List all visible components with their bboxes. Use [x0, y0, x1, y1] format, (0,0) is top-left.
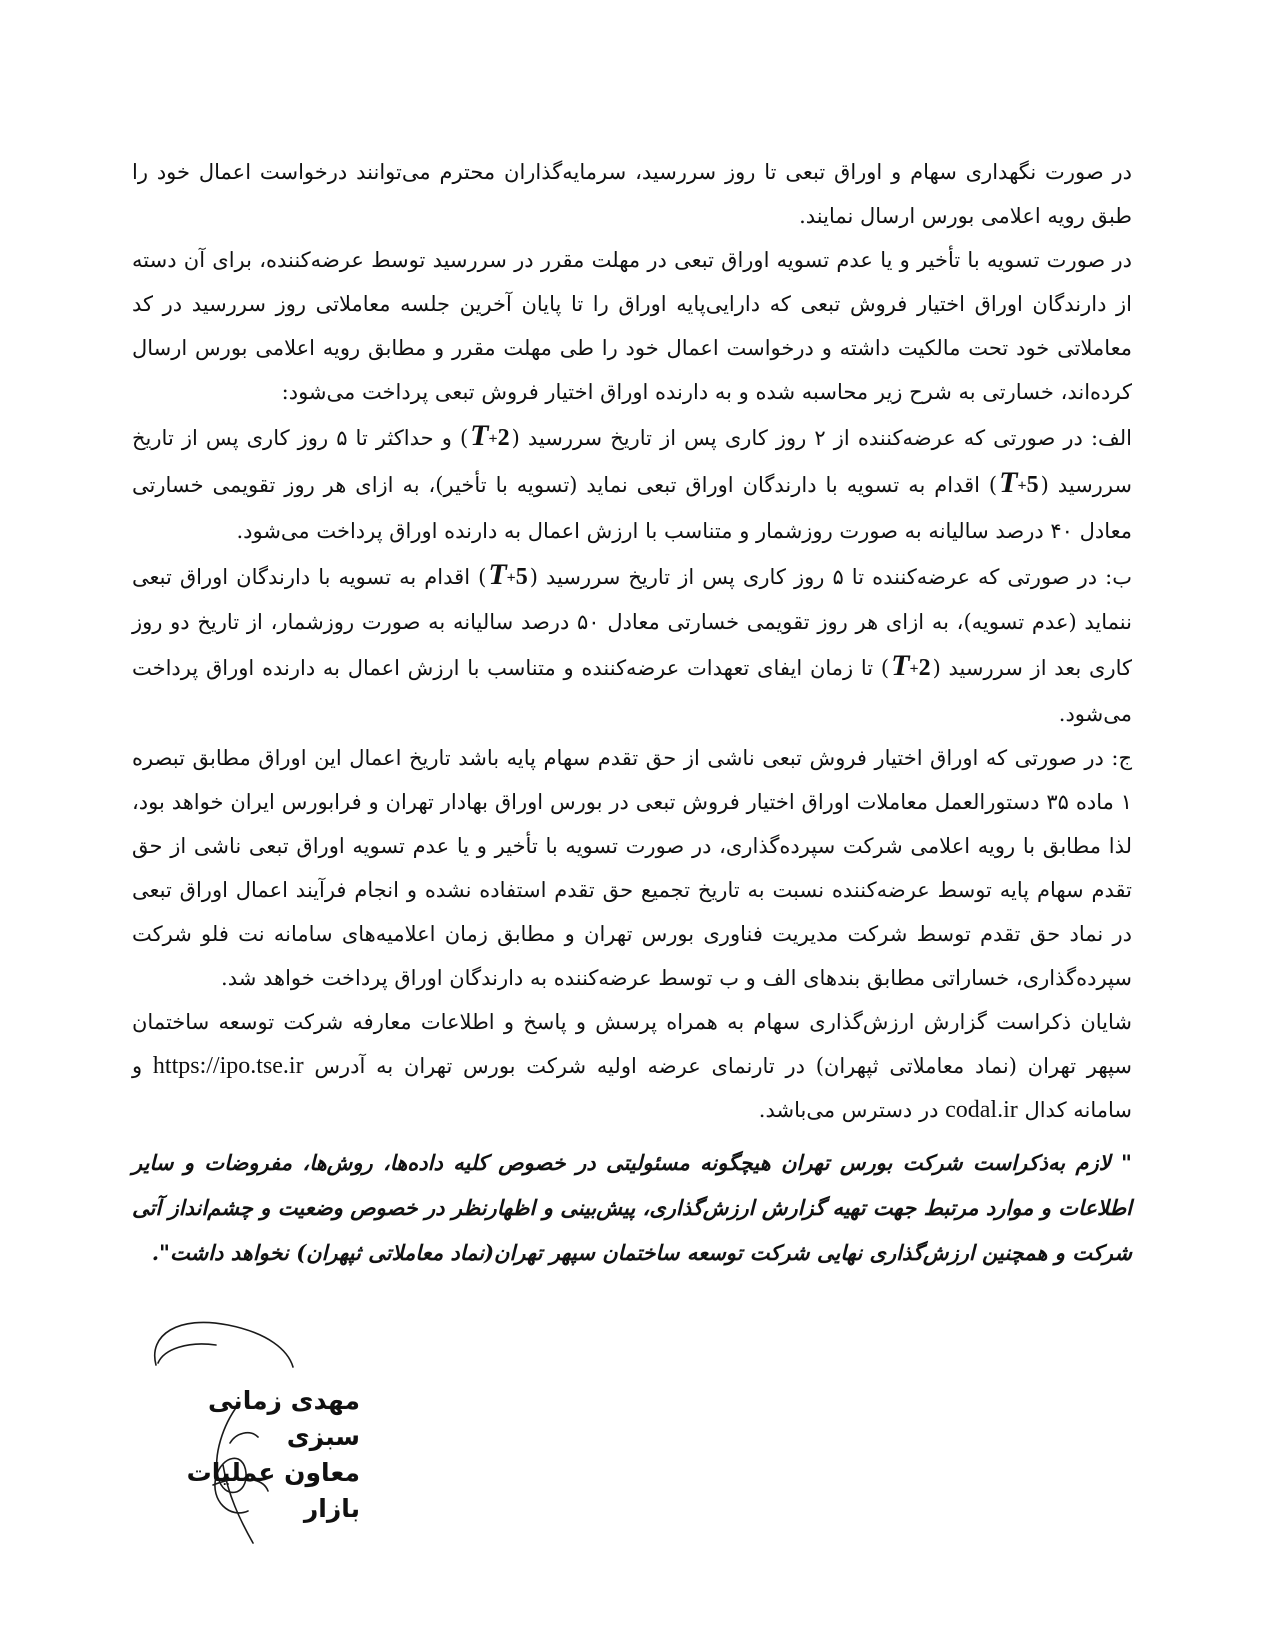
clause-text: ج: در صورتی که اوراق اختیار فروش تبعی ناشی از حق تقدم سهام پایه باشد تاریخ اعمال این اوراق مطابق تبصره ۱ ماده ۳۵ دستورالعمل معاملات اوراق اختیار فروش تبعی در بورس اوراق بهادار تهران و فرابورس ایران خواهد بود، لذا مطابق با رویه اعلامی شرکت سپرده‌گذاری، در صورت تسویه با تأخیر و یا عدم تسویه اوراق تبعی ناشی از حق تقدم سهام پایه توسط عرضه‌کننده نسبت به تاریخ تجمیع حق تقدم استفاده نشده و انجام فرآیند اعمال اوراق تبعی در نماد حق تقدم توسط شرکت مدیریت فناوری بورس تهران و مطابق زمان اعلامیه‌های سامانه نت فلو شرکت سپرده‌گذاری، خساراتی مطابق بندهای الف و ب توسط عرضه‌کننده به دارندگان اوراق پرداخت خواهد شد.: [132, 745, 1132, 990]
clause-text: تا زمان ایفای تعهدات عرضه‌کننده و متناسب با ارزش اعمال به دارنده اوراق پرداخت می‌شود.: [132, 656, 1132, 726]
clause-jim: [132, 736, 1132, 1000]
ipo-url-link[interactable]: https://ipo.tse.ir: [152, 1052, 304, 1079]
clause-text: ب: در صورتی که عرضه‌کننده تا ۵ روز کاری پس از تاریخ سررسید: [546, 564, 1133, 589]
paragraph-text: در صورت تسویه با تأخیر و یا عدم تسویه اوراق تبعی در مهلت مقرر در سررسید توسط عرضه‌کننده، برای آن دسته از دارندگان اوراق اختیار فروش تبعی که دارایی‌پایه اوراق را تا پایان آخرین جلسه معاملاتی روز سررسید در کد معاملاتی خود تحت مالکیت داشته و درخواست اعمال خود را طی مهلت مقرر و مطابق رویه اعلامی بورس ارسال کرده‌اند، خسارتی به شرح زیر محاسبه شده و به دارنده اوراق اختیار فروش تبعی پرداخت می‌شود:: [132, 248, 1132, 404]
paragraph-text: شایان ذکراست گزارش ارزش‌گذاری سهام به همراه پرسش و پاسخ و اطلاعات معارفه شرکت توسعه ساختمان سپهر تهران (نماد معاملاتی ثپهران) در تارنمای عرضه اولیه شرکت بورس تهران به آدرس: [132, 1009, 1133, 1078]
disclaimer-note: " لازم به‌ذکر‌است شرکت بورس تهران هیچگونه مسئولیتی در خصوص کلیه داده‌ها، روش‌ها، مفروضات و سایر اطلاعات و موارد مرتبط جهت تهیه گزارش ارزش‌گذاری، پیش‌بینی و اظهارنظر در خصوص وضعیت و چشم‌انداز آتی شرکت و همچنین ارزش‌گذاری نهایی شرکت توسعه ساختمان سپهر تهران(نماد معاملاتی ثپهران) نخواهد داشت".: [132, 1149, 1132, 1265]
letter-body: [132, 150, 1132, 1275]
t-plus-5-tag: [486, 553, 529, 600]
t-plus-2-tag: [889, 644, 932, 691]
tag-number: 2: [497, 425, 510, 451]
clause-be: ب: در صورتی که عرضه‌کننده تا ۵ روز کاری پس از تاریخ سررسید (T+5) اقدام به تسویه با دارندگان اوراق تبعی ننماید (عدم تسویه)، به ازای هر روز تقویمی خسارتی معادل ۵۰ درصد سالیانه به صورت روزشمار، از تاریخ دو روز کاری بعد از سررسید (T+2) تا زمان ایفای تعهدات عرضه‌کننده و متناسب با ارزش اعمال به دارنده اوراق پرداخت می‌شود.: [132, 553, 1132, 736]
paragraph-late-settlement: [132, 238, 1132, 414]
tag-number: 5: [515, 563, 528, 590]
t-letter: T: [488, 557, 507, 591]
tag-number: 2: [918, 655, 931, 682]
t-letter: T: [891, 649, 910, 683]
tag-number: 5: [1026, 472, 1039, 499]
signature-block: [118, 1305, 378, 1550]
paragraph-text: در صورت نگهداری سهام و اوراق تبعی تا روز سررسید، سرمایه‌گذاران محترم می‌توانند درخواست اعمال خود را طبق رویه اعلامی بورس ارسال نمایند.: [132, 160, 1132, 228]
clause-text: اقدام به تسویه با دارندگان اوراق تبعی ننماید (عدم تسویه)، به ازای هر روز تقویمی خسارتی معادل ۵۰ درصد سالیانه به صورت روزشمار، از تاریخ دو روز کاری بعد از سررسید: [132, 564, 1132, 681]
signatory: [130, 1383, 360, 1527]
clause-text: الف: در صورتی که عرضه‌کننده از ۲ روز کاری پس از تاریخ سررسید: [527, 426, 1133, 450]
paragraph-report-availability: [132, 1000, 1132, 1132]
t-letter: T: [470, 419, 489, 452]
t-plus-2-tag: [468, 414, 511, 461]
paragraph-text: و سامانه کدال: [132, 1053, 1132, 1122]
clause-alef: الف: در صورتی که عرضه‌کننده از ۲ روز کاری پس از تاریخ سررسید (T+2) و حداکثر تا ۵ روز کاری پس از تاریخ سررسید (T+5) اقدام به تسویه با دارندگان اوراق تبعی نماید (تسویه با تأخیر)، به ازای هر روز تقویمی خسارتی معادل ۴۰ درصد سالیانه به صورت روزشمار و متناسب با ارزش اعمال به دارنده اوراق پرداخت می‌شود.: [132, 414, 1132, 553]
clause-text: اقدام به تسویه با دارندگان اوراق تبعی نماید (تسویه با تأخیر)، به ازای هر روز تقویمی خسارتی معادل ۴۰ درصد سالیانه به صورت روزشمار و متناسب با ارزش اعمال به دارنده اوراق پرداخت می‌شود.: [132, 473, 1132, 543]
t-plus-5-tag: [997, 461, 1040, 508]
plus-sign: +: [506, 569, 516, 587]
paragraph-exercise-request: [132, 150, 1132, 238]
plus-sign: +: [909, 660, 919, 678]
plus-sign: +: [1017, 477, 1027, 495]
t-letter: T: [999, 466, 1018, 500]
paragraph-text: در دسترس می‌باشد.: [758, 1097, 939, 1122]
signatory-name: مهدی زمانی سبزی: [208, 1386, 360, 1451]
codal-link[interactable]: codal.ir: [945, 1096, 1018, 1123]
clause-text: و حداکثر تا ۵ روز کاری پس از تاریخ سررسید: [132, 426, 1132, 498]
signatory-title: معاون عملیات بازار: [186, 1458, 360, 1523]
plus-sign: +: [488, 430, 498, 448]
